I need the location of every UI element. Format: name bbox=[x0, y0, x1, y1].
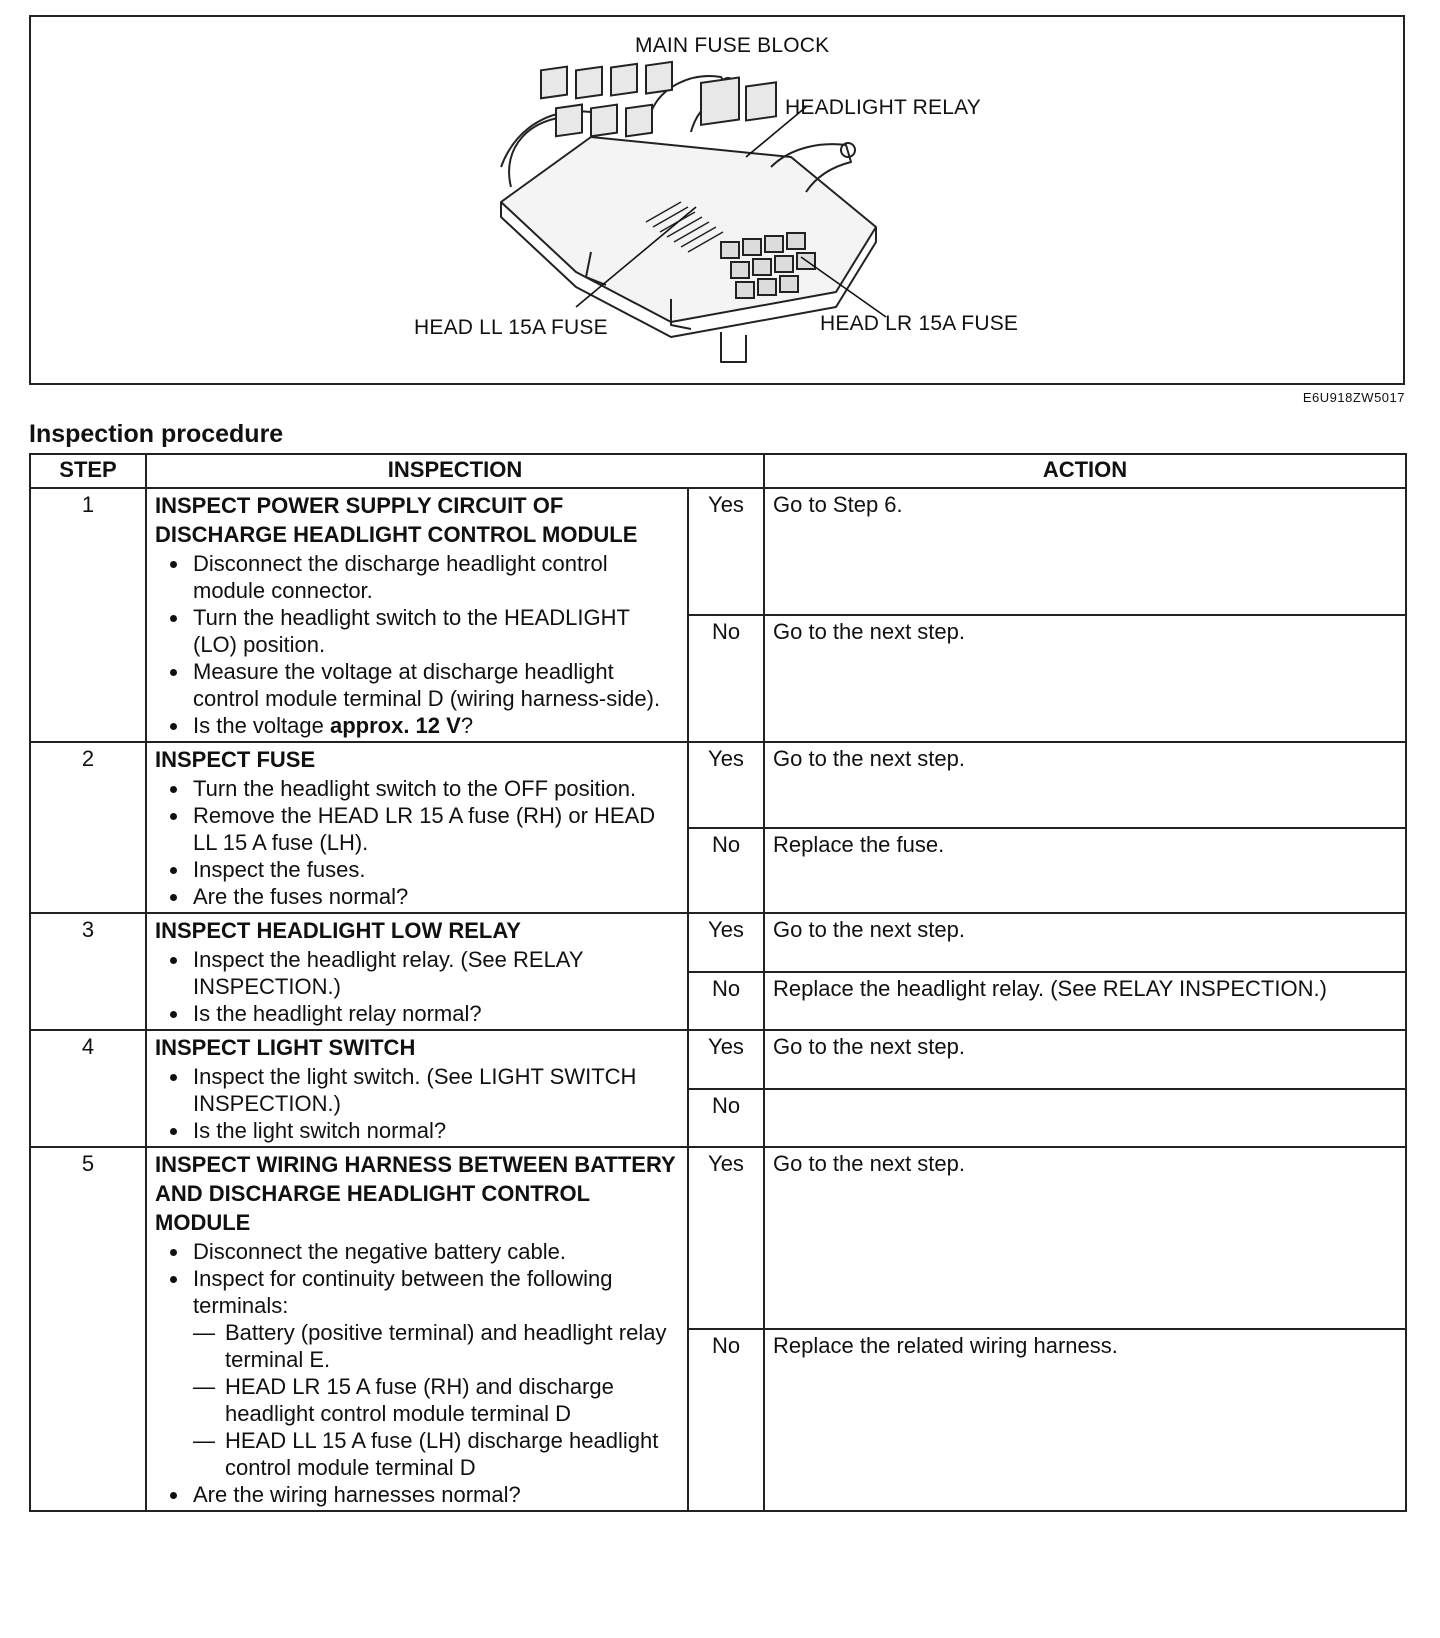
list-item: Is the headlight relay normal? bbox=[155, 1000, 679, 1027]
inspection-title: INSPECT LIGHT SWITCH bbox=[155, 1035, 416, 1060]
head-lr-fuse-label: HEAD LR 15A FUSE bbox=[820, 312, 1019, 335]
no-label: No bbox=[688, 615, 764, 742]
list-item: Are the wiring harnesses normal? bbox=[155, 1481, 679, 1508]
step-number: 5 bbox=[30, 1147, 146, 1511]
main-fuse-block-illustration bbox=[31, 17, 1403, 383]
inspection-title: INSPECT POWER SUPPLY CIRCUIT OF DISCHARGE HEADLIGHT CONTROL MODULE bbox=[155, 493, 638, 547]
header-step: STEP bbox=[30, 454, 146, 488]
dash-item: — Battery (positive terminal) and headlight relay terminal E. bbox=[193, 1319, 679, 1373]
no-label: No bbox=[688, 828, 764, 914]
list-item: Remove the HEAD LR 15 A fuse (RH) or HEAD LL 15 A fuse (LH). bbox=[155, 802, 679, 856]
yes-action: Go to the next step. bbox=[764, 1147, 1406, 1329]
no-action bbox=[764, 1089, 1406, 1148]
no-action: Replace the fuse. bbox=[764, 828, 1406, 914]
yes-action: Go to Step 6. bbox=[764, 488, 1406, 615]
dash-item: — HEAD LR 15 A fuse (RH) and discharge headlight control module terminal D bbox=[193, 1373, 679, 1427]
dash-item: — HEAD LL 15 A fuse (LH) discharge headlight control module terminal D bbox=[193, 1427, 679, 1481]
table-row bbox=[30, 1030, 1406, 1089]
inspection-procedure-table bbox=[29, 453, 1407, 1512]
list-item: Turn the headlight switch to the HEADLIGHT (LO) position. bbox=[155, 604, 679, 658]
list-item: Are the fuses normal? bbox=[155, 883, 679, 910]
list-item: Measure the voltage at discharge headlight control module terminal D (wiring harness-side). bbox=[155, 658, 679, 712]
yes-label: Yes bbox=[688, 1030, 764, 1089]
yes-action: Go to the next step. bbox=[764, 742, 1406, 828]
header-inspection: INSPECTION bbox=[146, 454, 764, 488]
list-item: Is the voltage approx. 12 V? bbox=[155, 712, 679, 739]
headlight-relay-label: HEADLIGHT RELAY bbox=[785, 96, 981, 119]
list-item: Inspect the light switch. (See LIGHT SWITCH INSPECTION.) bbox=[155, 1063, 679, 1117]
list-item: Inspect the fuses. bbox=[155, 856, 679, 883]
list-item: Turn the headlight switch to the OFF position. bbox=[155, 775, 679, 802]
inspection-cell bbox=[146, 488, 688, 742]
list-item: Inspect for continuity between the following terminals: — Battery (positive terminal) and headlight relay terminal E. — HEAD LR 15 A fuse (RH) and discharge headlight control module terminal D — HEAD LL 15 A fuse (LH) discharge headlight control module terminal D bbox=[155, 1265, 679, 1481]
list-item: Inspect the headlight relay. (See RELAY INSPECTION.) bbox=[155, 946, 679, 1000]
step-number: 4 bbox=[30, 1030, 146, 1147]
inspection-cell bbox=[146, 913, 688, 1030]
figure-code: E6U918ZW5017 bbox=[1302, 390, 1405, 405]
inspection-cell bbox=[146, 742, 688, 913]
no-label: No bbox=[688, 1329, 764, 1511]
step-number: 1 bbox=[30, 488, 146, 742]
yes-action: Go to the next step. bbox=[764, 1030, 1406, 1089]
list-item: Disconnect the discharge headlight control module connector. bbox=[155, 550, 679, 604]
table-row bbox=[30, 1147, 1406, 1329]
inspection-cell bbox=[146, 1147, 688, 1511]
yes-label: Yes bbox=[688, 1147, 764, 1329]
no-action: Replace the related wiring harness. bbox=[764, 1329, 1406, 1511]
yes-label: Yes bbox=[688, 913, 764, 972]
yes-label: Yes bbox=[688, 742, 764, 828]
main-fuse-block-label: MAIN FUSE BLOCK bbox=[635, 34, 830, 57]
inspection-cell bbox=[146, 1030, 688, 1147]
head-ll-fuse-label: HEAD LL 15A FUSE bbox=[414, 316, 608, 339]
fuse-block-figure bbox=[29, 15, 1405, 385]
table-row bbox=[30, 488, 1406, 615]
list-item: Is the light switch normal? bbox=[155, 1117, 679, 1144]
step-number: 3 bbox=[30, 913, 146, 1030]
table-row bbox=[30, 913, 1406, 972]
inspection-title: INSPECT WIRING HARNESS BETWEEN BATTERY AND DISCHARGE HEADLIGHT CONTROL MODULE bbox=[155, 1152, 676, 1235]
no-action: Go to the next step. bbox=[764, 615, 1406, 742]
inspection-title: INSPECT HEADLIGHT LOW RELAY bbox=[155, 918, 521, 943]
no-label: No bbox=[688, 1089, 764, 1148]
header-action: ACTION bbox=[764, 454, 1406, 488]
table-row bbox=[30, 742, 1406, 828]
yes-action: Go to the next step. bbox=[764, 913, 1406, 972]
no-label: No bbox=[688, 972, 764, 1031]
inspection-title: INSPECT FUSE bbox=[155, 747, 316, 772]
table-header-row bbox=[30, 454, 1406, 488]
step-number: 2 bbox=[30, 742, 146, 913]
yes-label: Yes bbox=[688, 488, 764, 615]
no-action: Replace the headlight relay. (See RELAY INSPECTION.) bbox=[764, 972, 1406, 1031]
list-item: Disconnect the negative battery cable. bbox=[155, 1238, 679, 1265]
section-title: Inspection procedure bbox=[29, 420, 284, 448]
